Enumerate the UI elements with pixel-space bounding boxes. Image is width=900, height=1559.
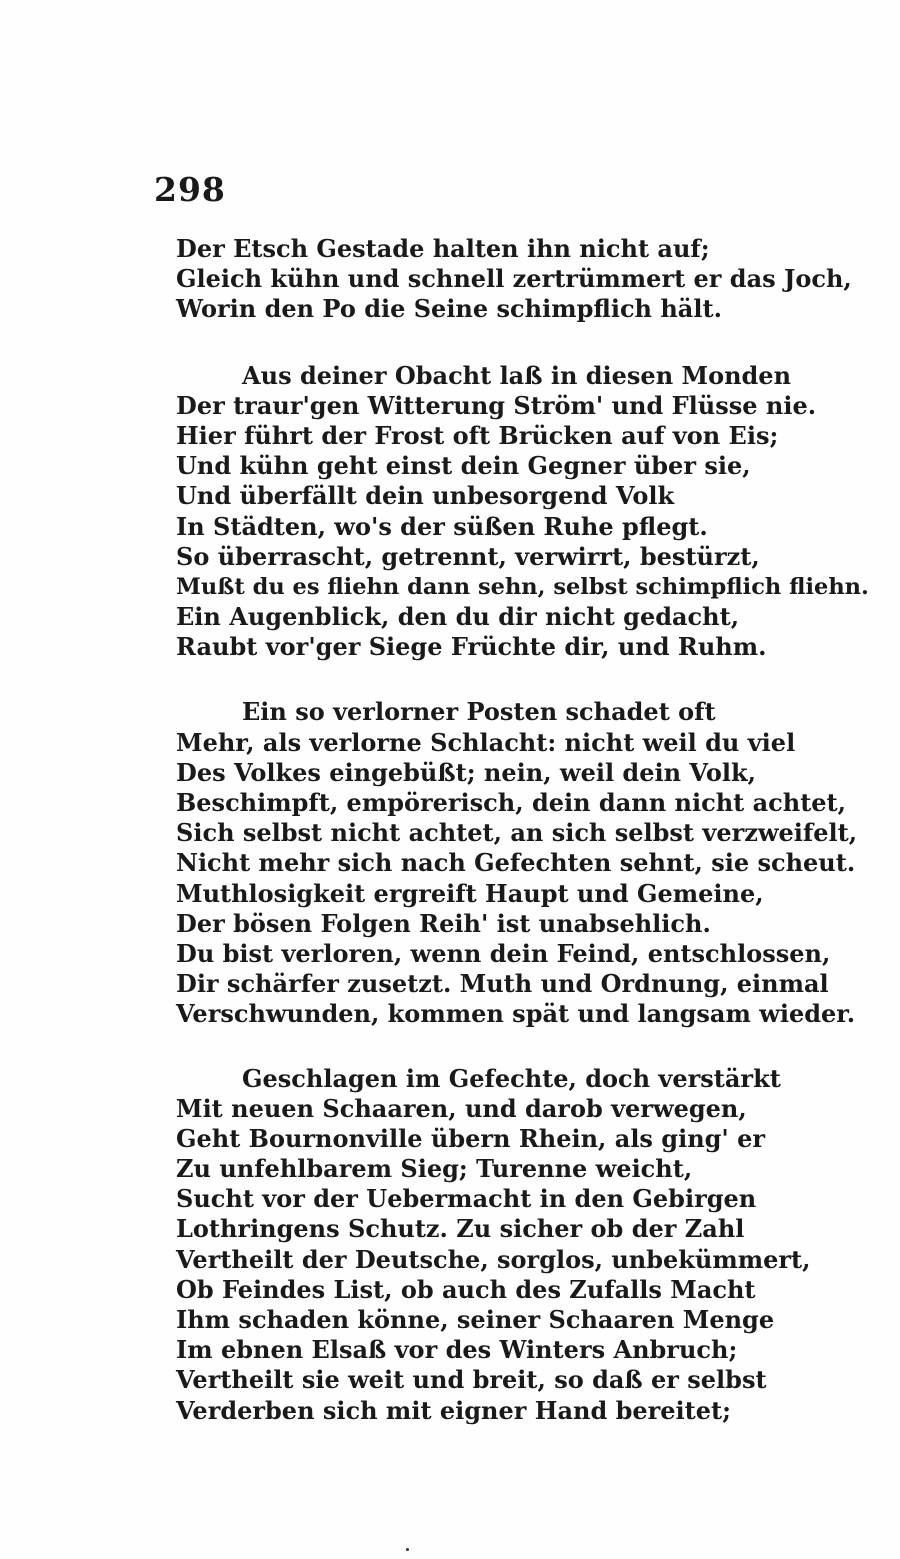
verse-line: Sich selbst nicht achtet, an sich selbst verzweifelt, [176,818,858,848]
verse-line: Geschlagen im Gefechte, doch verstärkt [242,1063,781,1093]
verse-line: Ob Feindes List, ob auch des Zufalls Macht [176,1274,756,1304]
verse-line: Vertheilt sie weit und breit, so daß er selbst [176,1365,767,1395]
stanza [176,360,869,663]
verse-line: Nicht mehr sich nach Gefechten sehnt, sie scheut. [176,848,856,878]
verse-line: Im ebnen Elsaß vor des Winters Anbruch; [176,1335,738,1365]
verse-line: Geht Bournonville übern Rhein, als ging' er [176,1123,766,1153]
verse-line: Mit neuen Schaaren, und darob verwegen, [176,1093,747,1123]
stanza-gap [176,1030,856,1064]
verse-line: Muthlosigkeit ergreift Haupt und Gemeine, [176,878,764,908]
verse-line: So überrascht, getrennt, verwirrt, bestürzt, [176,541,760,571]
verse-line: Du bist verloren, wenn dein Feind, entschlossen, [176,938,831,968]
stanza [176,234,856,325]
verse-line: Verschwunden, kommen spät und langsam wieder. [176,999,856,1029]
stanza [176,697,856,1029]
verse-line: Der traur'gen Witterung Ström' und Flüsse nie. [176,390,817,420]
verse-line: Der bösen Folgen Reih' ist unabsehlich. [176,908,711,938]
stanza-gap [176,662,856,697]
verse-line: In Städten, wo's der süßen Ruhe pflegt. [176,511,708,541]
verse-line: Ein so verlorner Posten schadet oft [242,697,716,727]
verse-line: Des Volkes eingebüßt; nein, weil dein Volk, [176,757,756,787]
stanza-gap [176,325,856,361]
verse-line: Raubt vor'ger Siege Früchte dir, und Ruhm. [176,632,767,662]
verse-line: Beschimpft, empörerisch, dein dann nicht achtet, [176,788,846,817]
verse-line: Hier führt der Frost oft Brücken auf von Eis; [176,420,779,450]
page-number: 298 [154,170,226,209]
verse-line: Dir schärfer zusetzt. Muth und Ordnung, einmal [176,969,829,999]
verse-line: Und überfällt dein unbesorgend Volk [176,481,675,511]
verse-line: Vertheilt der Deutsche, sorglos, unbekümmert, [176,1244,811,1274]
verse-line: Lothringens Schutz. Zu sicher ob der Zahl [176,1214,745,1244]
verse-line: Mehr, als verlorne Schlacht: nicht weil du viel [176,727,796,757]
ink-speck [406,1548,409,1551]
verse-line: Worin den Po die Seine schimpflich hält. [176,294,722,324]
verse-line: Sucht vor der Uebermacht in den Gebirgen [176,1184,757,1214]
poem-text [176,234,869,1426]
stanza [176,1064,856,1426]
verse-line: Zu unfehlbarem Sieg; Turenne weicht, [176,1154,693,1184]
verse-line: Gleich kühn und schnell zertrümmert er das Joch, [176,264,852,294]
verse-line: Mußt du es fliehn dann sehn, selbst schimpflich fliehn. [176,573,869,600]
verse-line: Der Etsch Gestade halten ihn nicht auf; [176,234,710,263]
verse-line: Und kühn geht einst dein Gegner über sie, [176,451,751,481]
verse-line: Aus deiner Obacht laß in diesen Monden [242,360,792,390]
verse-line: Ein Augenblick, den du dir nicht gedacht, [176,602,740,632]
verse-line: Ihm schaden könne, seiner Schaaren Menge [176,1305,775,1334]
verse-line: Verderben sich mit eigner Hand bereitet; [176,1395,731,1425]
